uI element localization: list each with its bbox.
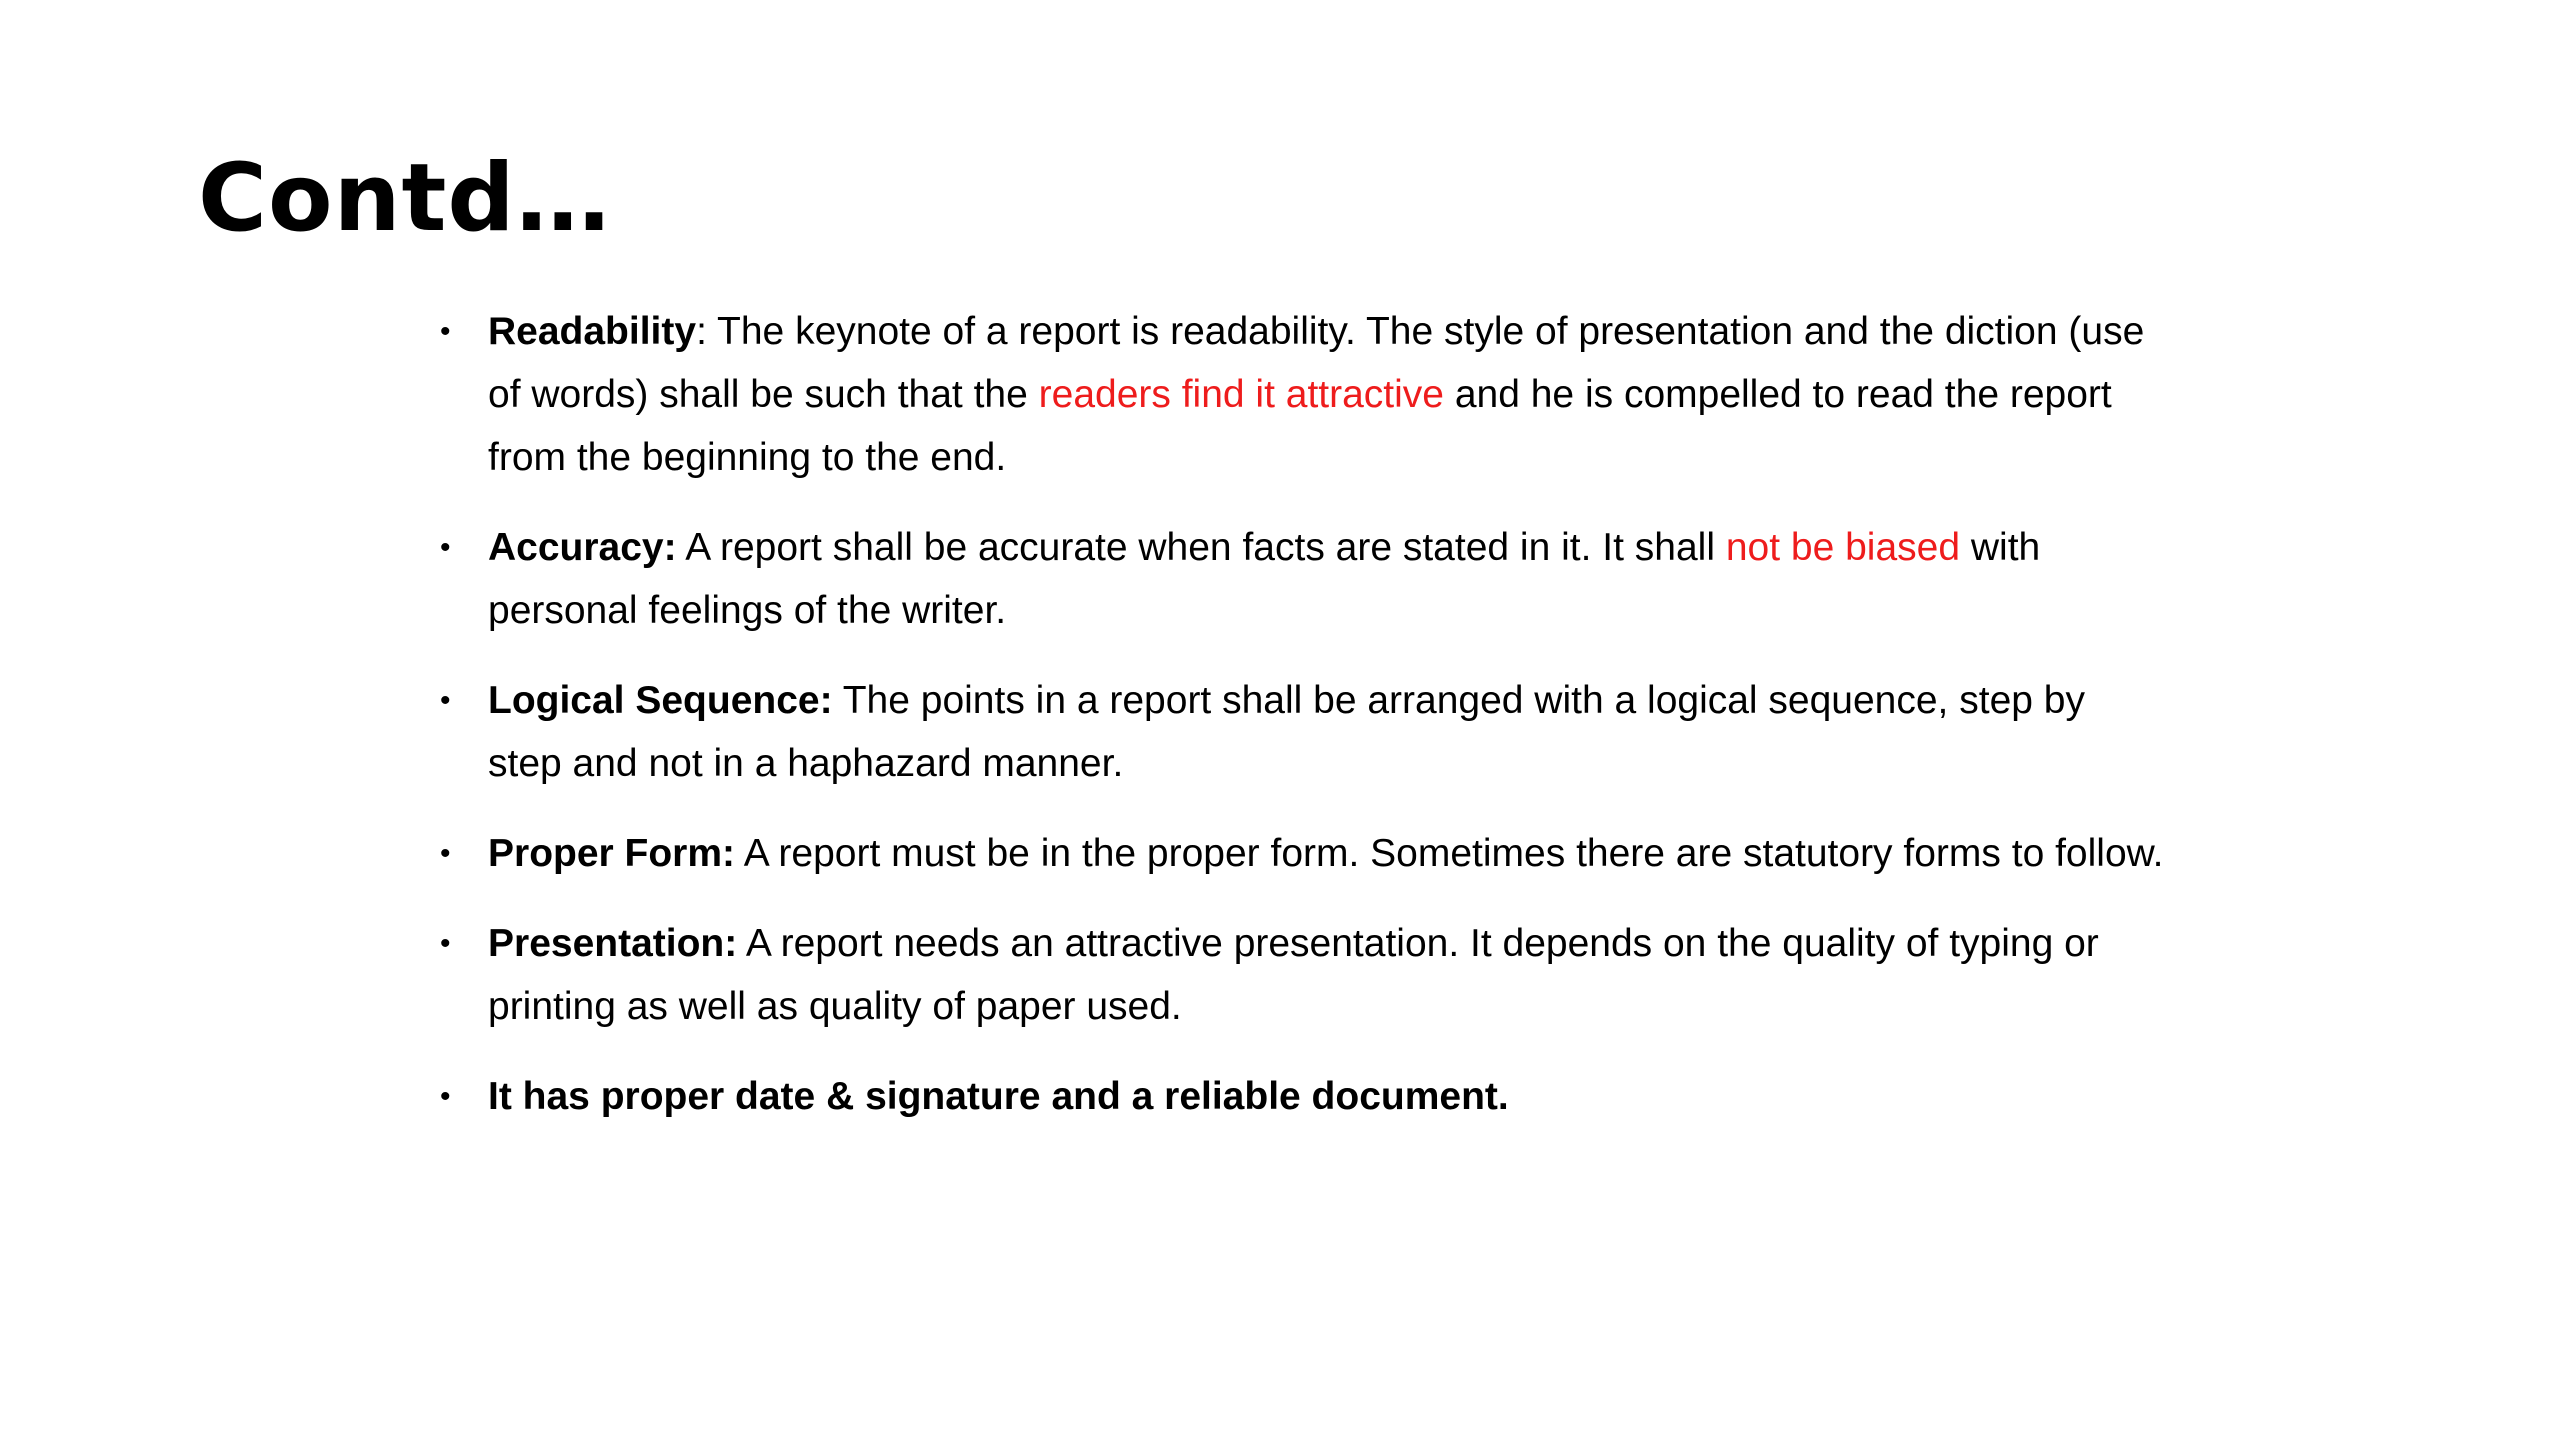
- bullet-highlight: not be biased: [1725, 526, 1961, 569]
- bullet-accuracy: [440, 516, 2168, 642]
- bullet-term: Logical Sequence:: [488, 679, 833, 722]
- bullet-highlight: readers find it attractive: [1038, 373, 1444, 416]
- bullet-dot-icon: •: [440, 531, 451, 564]
- bullet-text: : The keynote of a report is readability. The style of presentation and the diction (use of words) shall be such that the: [488, 310, 2145, 416]
- bullet-list: [440, 300, 2168, 1155]
- bullet-text: A report needs an attractive presentation. It depends on the quality of typing or printing as well as quality of paper used.: [488, 922, 2099, 1028]
- bullet-text: The points in a report shall be arranged with a logical sequence, step by step and not in a haphazard manner.: [488, 679, 2085, 785]
- bullet-dot-icon: •: [440, 684, 451, 717]
- bullet-proper-form: [440, 822, 2168, 885]
- bullet-term: Presentation:: [488, 922, 738, 965]
- bullet-text: It has proper date & signature and a reliable document.: [488, 1075, 1509, 1118]
- bullet-dot-icon: •: [440, 1080, 451, 1113]
- bullet-dot-icon: •: [440, 315, 451, 348]
- bullet-readability: [440, 300, 2168, 489]
- bullet-text-end: with personal feelings of the writer.: [488, 526, 2041, 632]
- bullet-term: Accuracy:: [488, 526, 677, 569]
- bullet-dot-icon: •: [440, 837, 451, 870]
- bullet-term: Proper Form:: [488, 832, 736, 875]
- bullet-presentation: [440, 912, 2168, 1038]
- bullet-text-end: and he is compelled to read the report from the beginning to the end.: [488, 373, 2112, 479]
- slide-title: Contd…: [198, 144, 611, 253]
- bullet-logical-sequence: [440, 669, 2168, 795]
- bullet-term: Readability: [488, 310, 697, 353]
- bullet-text: A report shall be accurate when facts are stated in it. It shall: [676, 526, 1726, 569]
- bullet-dot-icon: •: [440, 927, 451, 960]
- bullet-date-signature: [440, 1065, 2168, 1128]
- bullet-text: A report must be in the proper form. Sometimes there are statutory forms to follow.: [735, 832, 2164, 875]
